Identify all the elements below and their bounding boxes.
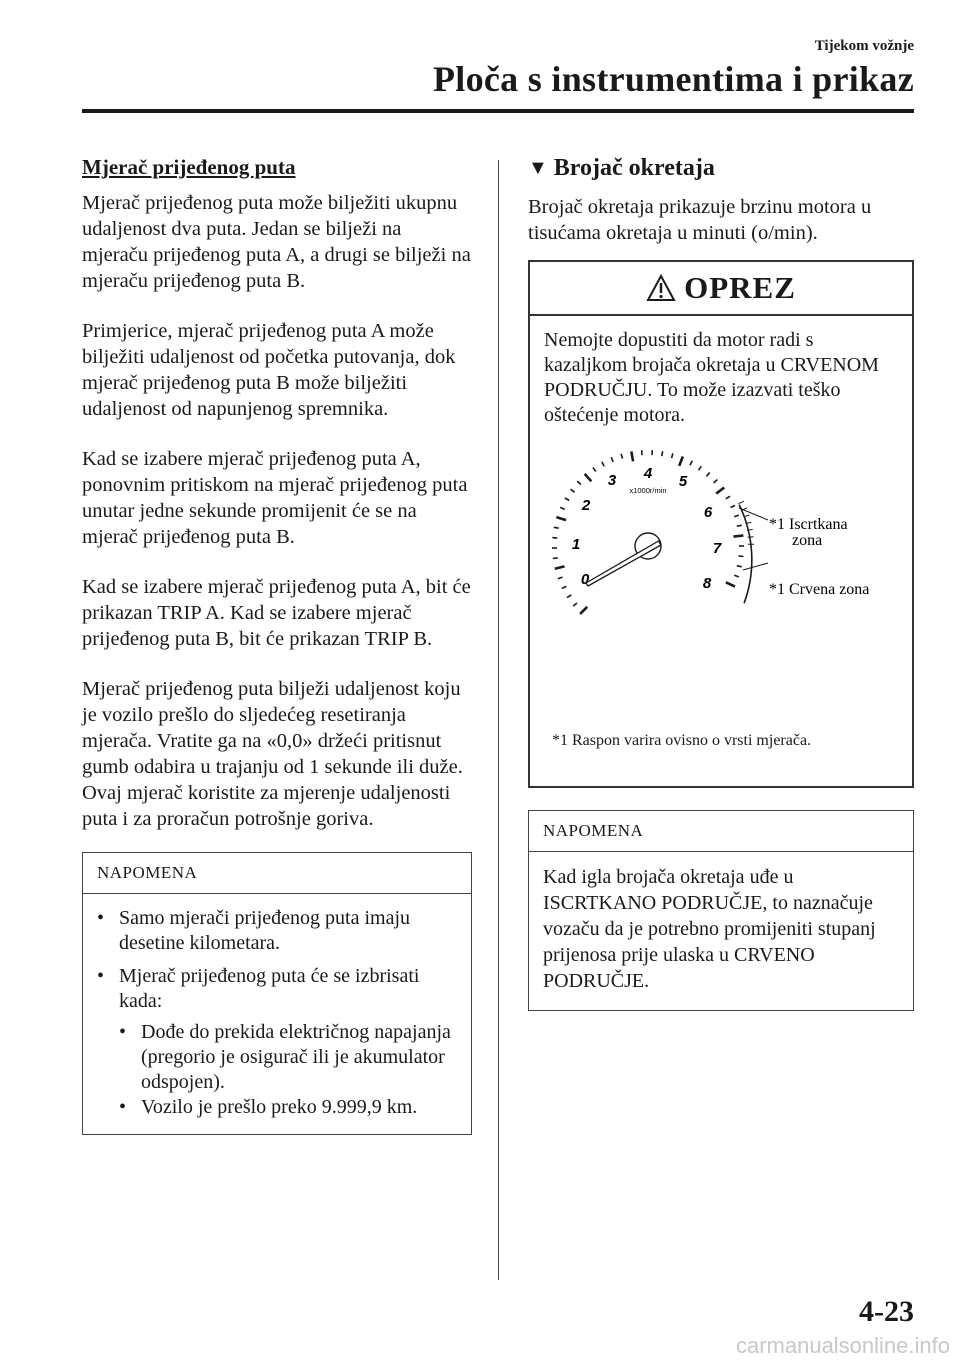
minor-tick: [690, 461, 692, 466]
paragraph: Kad se izabere mjerač prijeđenog puta A, bit će prikazan TRIP A. Kad se izabere mjerač prijeđenog puta B, bit će prikazan TRIP B.: [82, 576, 471, 650]
red-zone-label: *1 Crvena zona: [769, 581, 870, 598]
minor-tick: [726, 496, 730, 499]
minor-tick: [553, 558, 558, 559]
minor-tick: [737, 566, 742, 567]
list-item-text: Mjerač prijeđenog puta će se izbrisati kada:: [119, 965, 420, 1012]
paragraph: Mjerač prijeđenog puta može bilježiti ukupnu udaljenost dva puta. Jedan se bilježi na mjeraču prijeđenog puta A, a drugi se bilježi na mjeraču prijeđenog puta B.: [82, 192, 471, 292]
caution-header: [530, 262, 912, 316]
list-item: [97, 964, 457, 1014]
note-box: [82, 852, 472, 1135]
caution-text: Nemojte dopustiti da motor radi s kazaljkom brojača okretaja u CRVENOM PODRUČJU. To može izazvati teško oštećenje motora.: [544, 329, 879, 426]
minor-tick: [662, 451, 663, 456]
major-tick: [556, 517, 566, 520]
major-tick: [585, 474, 592, 482]
tachometer-intro: Brojač okretaja prikazuje brzinu motora u tisućama okretaja u minuti (o/min).: [528, 196, 872, 244]
minor-tick: [593, 467, 596, 471]
tachometer-heading-text: Brojač okretaja: [553, 155, 715, 181]
note-label: NAPOMENA: [83, 853, 471, 894]
major-tick: [734, 536, 744, 537]
right-column: [528, 155, 914, 1011]
section-label: Tijekom vožnje: [814, 38, 914, 54]
major-tick: [716, 488, 724, 494]
gauge-numeral: 3: [607, 472, 617, 489]
caution-box: [528, 260, 914, 788]
major-tick: [555, 566, 565, 568]
header-rule: [82, 109, 914, 113]
paragraph: Primjerice, mjerač prijeđenog puta A može bilježiti udaljenost od početka putovanja, dok mjerač prijeđenog puta B može bilježiti udaljenost od napunjenog spremnika.: [82, 320, 456, 420]
sub-list-item-text: Vozilo je prešlo preko 9.999,9 km.: [141, 1096, 418, 1118]
gauge-numeral: 5: [678, 473, 688, 490]
left-column: [82, 155, 472, 1135]
sub-bullet-icon: •: [119, 1096, 127, 1118]
red-zone-leader: [743, 563, 768, 570]
minor-tick: [734, 575, 739, 577]
note-body: [83, 894, 471, 1134]
minor-tick: [573, 603, 577, 606]
shaded-zone-label: zona: [792, 532, 823, 549]
major-tick: [679, 457, 683, 466]
sub-list-item: [119, 1095, 457, 1120]
sub-list-item-text: Dođe do prekida električnog napajanja (pregorio je osigurač ili je akumulator odspojen).: [141, 1021, 451, 1093]
minor-tick: [714, 480, 718, 484]
gauge-numerals: [572, 465, 722, 592]
paragraph: Kad se izabere mjerač prijeđenog puta A, ponovnim pritiskom na mjerač prijeđenog puta unutar jedne sekunde promijenit će se na mjerač prijeđenog puta B.: [82, 448, 468, 548]
shaded-zone-label: *1 Iscrtkana: [769, 516, 848, 533]
list-item: [97, 906, 457, 956]
note-body: Kad igla brojača okretaja uđe u ISCRTKANO PODRUČJE, to naznačuje vozaču da je potrebno promijeniti stupanj prijenosa prije ulaska u CRVENO PODRUČJE.: [543, 866, 876, 992]
gauge-numeral: 7: [712, 540, 722, 557]
gauge-numeral: 6: [703, 504, 713, 521]
minor-tick: [571, 489, 575, 492]
minor-tick: [731, 505, 736, 507]
tachometer-gauge: [530, 438, 914, 728]
gauge-unit: x1000r/min: [629, 486, 667, 495]
gauge-ticks: [552, 450, 754, 614]
sub-bullet-icon: •: [119, 1021, 127, 1043]
minor-tick: [699, 466, 702, 470]
major-tick: [631, 452, 633, 462]
minor-tick: [577, 481, 581, 484]
shaded-zone-hatch: [739, 501, 745, 504]
gauge-needle: [586, 541, 661, 586]
red-zone-arc: [739, 505, 752, 604]
warning-triangle-icon: [646, 274, 676, 302]
triangle-marker-icon: ▼: [528, 157, 548, 179]
minor-tick: [707, 473, 710, 477]
minor-tick: [552, 538, 557, 539]
gauge-numeral: 4: [643, 465, 653, 482]
page-number: 4-23: [859, 1295, 914, 1328]
minor-tick: [558, 577, 563, 579]
minor-tick: [672, 453, 673, 458]
paragraph: Mjerač prijeđenog puta bilježi udaljenost koju je vozilo prešlo do sljedećeg resetiranja mjerača. Vratite ga na «0,0» držeći pritisnut gumb odabira u trajanju od 1 sekunde ili duže. Ovaj mjerač koristite za mjerenje udaljenosti puta i za proračun potrošnje goriva.: [82, 678, 463, 830]
page-title: Ploča s instrumentima i prikaz: [433, 59, 914, 99]
minor-tick: [562, 586, 567, 588]
tachometer-heading: [528, 155, 914, 182]
bullet-icon: •: [97, 907, 105, 929]
sub-list: [119, 1020, 457, 1120]
sub-list-item: [119, 1020, 457, 1095]
odometer-heading: Mjerač prijeđenog puta: [82, 155, 296, 179]
major-tick: [726, 582, 735, 586]
minor-tick: [565, 498, 569, 501]
note-box: [528, 810, 914, 1011]
column-divider: [498, 160, 499, 1280]
minor-tick: [554, 527, 559, 528]
bullet-icon: •: [97, 965, 105, 987]
watermark: carmanualsonline.info: [735, 1333, 950, 1358]
minor-tick: [567, 595, 571, 598]
minor-tick: [611, 457, 613, 462]
caution-label: OPREZ: [684, 270, 796, 305]
minor-tick: [734, 515, 739, 517]
major-tick: [580, 607, 587, 614]
gauge-footnote: *1 Raspon varira ovisno o vrsti mjerača.: [552, 732, 812, 749]
minor-tick: [602, 462, 604, 466]
gauge-numeral: 0: [580, 571, 590, 588]
minor-tick: [560, 507, 565, 509]
minor-tick: [739, 556, 744, 557]
note-label: NAPOMENA: [529, 811, 913, 852]
gauge-numeral: 8: [702, 575, 712, 592]
list-item-text: Samo mjerači prijeđenog puta imaju desetine kilometara.: [119, 907, 411, 954]
gauge-numeral: 1: [571, 536, 581, 553]
gauge-numeral: 2: [581, 497, 591, 514]
minor-tick: [737, 525, 742, 526]
tachometer-illustration: [530, 438, 912, 728]
minor-tick: [621, 454, 622, 459]
